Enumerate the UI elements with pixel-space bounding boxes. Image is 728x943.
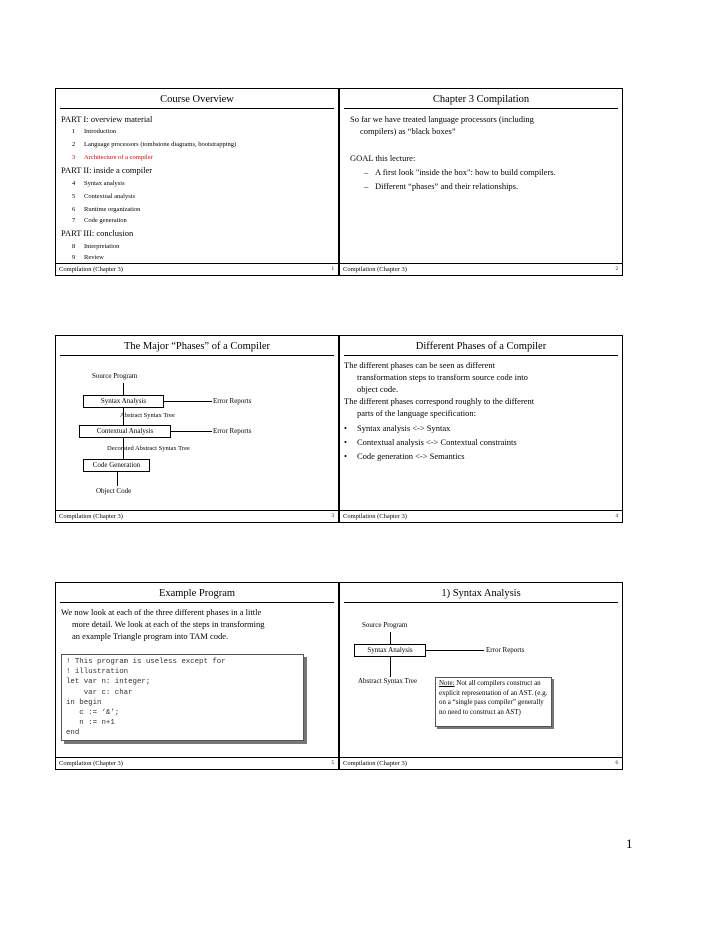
slide-example-program — [55, 582, 339, 770]
item-number: 2 — [72, 141, 76, 148]
slide-footer — [56, 510, 338, 522]
diagram-label-ast: Abstract Syntax Tree — [358, 677, 418, 685]
intro-text: We now look at each of the three different phases in a little — [61, 607, 262, 617]
paragraph-text: transformation steps to transform source code into — [357, 372, 528, 382]
item-number: 5 — [72, 193, 76, 200]
syntax-analysis-box — [354, 644, 426, 657]
slide-page-number: 1 — [331, 267, 334, 272]
bullet-text: Code generation <-> Semantics — [357, 451, 465, 461]
connector-line — [117, 472, 118, 486]
slide-different-phases — [339, 335, 623, 523]
note-text: Not all compilers construct an explicit representation of an AST. (e.g. on a “single pass compiler” generally no need to construct an AST) — [439, 679, 548, 716]
note-label: Note: — [439, 679, 455, 687]
item-number: 8 — [72, 243, 76, 250]
slide-footer — [340, 757, 622, 769]
item-text: Language processors (tombstone diagrams, bootstrapping) — [84, 141, 237, 148]
connector-line — [426, 650, 484, 651]
slide-major-phases — [55, 335, 339, 523]
bullet-dot: • — [344, 437, 347, 447]
item-text-highlighted: Architecture of a compiler — [84, 154, 153, 161]
item-number: 7 — [72, 217, 76, 224]
item-number: 1 — [72, 128, 76, 135]
bullet-dash: – — [364, 181, 369, 191]
bullet-text: Syntax analysis <-> Syntax — [357, 423, 451, 433]
slide-page-number: 3 — [331, 514, 334, 519]
contextual-analysis-box — [79, 425, 171, 438]
slide-footer — [56, 263, 338, 275]
bullet-text: Different “phases” and their relationships. — [375, 181, 519, 191]
syntax-analysis-box — [83, 395, 164, 408]
diagram-label-object-code: Object Code — [96, 487, 132, 495]
connector-line — [164, 401, 212, 402]
diagram-label-source-program: Source Program — [362, 621, 408, 629]
paragraph-text: parts of the language specification: — [357, 408, 476, 418]
slide-title: Example Program — [60, 586, 334, 603]
paragraph-text: The different phases can be seen as different — [344, 360, 495, 370]
intro-text: compilers) as “black boxes” — [360, 126, 456, 136]
connector-line — [390, 632, 391, 644]
part-heading: PART III: conclusion — [61, 228, 134, 238]
item-text: Syntax analysis — [84, 180, 125, 187]
item-text: Interpretation — [84, 243, 120, 250]
code-line: c := ‘&’; — [66, 709, 120, 718]
slide-title: Course Overview — [60, 92, 334, 109]
box-label: Syntax Analysis — [100, 397, 147, 405]
slide-footer — [340, 510, 622, 522]
slide-title: Chapter 3 Compilation — [344, 92, 618, 109]
note-box — [435, 677, 552, 727]
footer-text: Compilation (Chapter 3) — [343, 760, 407, 767]
item-number: 9 — [72, 254, 76, 261]
footer-text: Compilation (Chapter 3) — [59, 513, 123, 520]
slide-footer — [340, 263, 622, 275]
item-number: 4 — [72, 180, 76, 187]
code-block — [61, 654, 304, 741]
slide-title: Different Phases of a Compiler — [344, 339, 618, 356]
bullet-dot: • — [344, 423, 347, 433]
item-text: Code generation — [84, 217, 127, 224]
diagram-label-ast: Abstract Syntax Tree — [120, 412, 175, 419]
code-line: ! illustration — [66, 668, 129, 677]
item-text: Runtime organization — [84, 206, 141, 213]
slide-chapter-3-compilation — [339, 88, 623, 276]
diagram-label-decorated-ast: Decorated Abstract Syntax Tree — [107, 445, 190, 452]
box-label: Syntax Analysis — [367, 646, 413, 654]
paragraph-text: The different phases correspond roughly to the different — [344, 396, 535, 406]
connector-line — [390, 657, 391, 677]
connector-line — [123, 383, 124, 395]
slide-syntax-analysis — [339, 582, 623, 770]
diagram-label-source-program: Source Program — [92, 372, 138, 380]
connector-line — [171, 431, 212, 432]
error-reports-label: Error Reports — [213, 397, 252, 405]
bullet-dot: • — [344, 451, 347, 461]
slide-page-number: 6 — [615, 761, 618, 766]
bullet-text: Contextual analysis <-> Contextual constraints — [357, 437, 517, 447]
part-heading: PART II: inside a compiler — [61, 165, 153, 175]
footer-text: Compilation (Chapter 3) — [343, 266, 407, 273]
bullet-dash: – — [364, 167, 369, 177]
slide-footer — [56, 757, 338, 769]
item-number: 6 — [72, 206, 76, 213]
intro-text: So far we have treated language processors (including — [350, 114, 534, 124]
box-label: Contextual Analysis — [96, 427, 154, 435]
item-text: Contextual analysis — [84, 193, 136, 200]
footer-text: Compilation (Chapter 3) — [59, 760, 123, 767]
box-label: Code Generation — [92, 461, 141, 469]
paragraph-text: object code. — [357, 384, 399, 394]
code-line: ! This program is useless except for — [66, 658, 226, 666]
item-text: Introduction — [84, 128, 117, 135]
footer-text: Compilation (Chapter 3) — [343, 513, 407, 520]
intro-text: an example Triangle program into TAM code. — [72, 631, 229, 641]
slide-title: 1) Syntax Analysis — [344, 586, 618, 603]
slide-page-number: 4 — [615, 514, 618, 519]
item-number-highlighted: 3 — [72, 154, 76, 161]
item-text: Review — [84, 254, 104, 261]
handout-page-number: 1 — [626, 836, 633, 851]
footer-text: Compilation (Chapter 3) — [59, 266, 123, 273]
goal-text: GOAL this lecture: — [350, 153, 416, 163]
slide-course-overview — [55, 88, 339, 276]
code-line: n := n+1 — [66, 719, 115, 728]
bullet-text: A first look "inside the box": how to build compilers. — [375, 167, 556, 177]
code-line: end — [66, 729, 80, 738]
code-line: var c: char — [66, 688, 133, 697]
error-reports-label: Error Reports — [486, 646, 525, 654]
slide-page-number: 5 — [331, 761, 334, 766]
error-reports-label: Error Reports — [213, 427, 252, 435]
code-line: let var n: integer; — [66, 678, 151, 687]
code-generation-box — [83, 459, 150, 472]
slide-page-number: 2 — [615, 267, 618, 272]
intro-text: more detail. We look at each of the steps in transforming — [72, 619, 265, 629]
slide-title: The Major “Phases” of a Compiler — [60, 339, 334, 356]
code-line: in begin — [66, 698, 102, 707]
part-heading: PART I: overview material — [61, 114, 153, 124]
